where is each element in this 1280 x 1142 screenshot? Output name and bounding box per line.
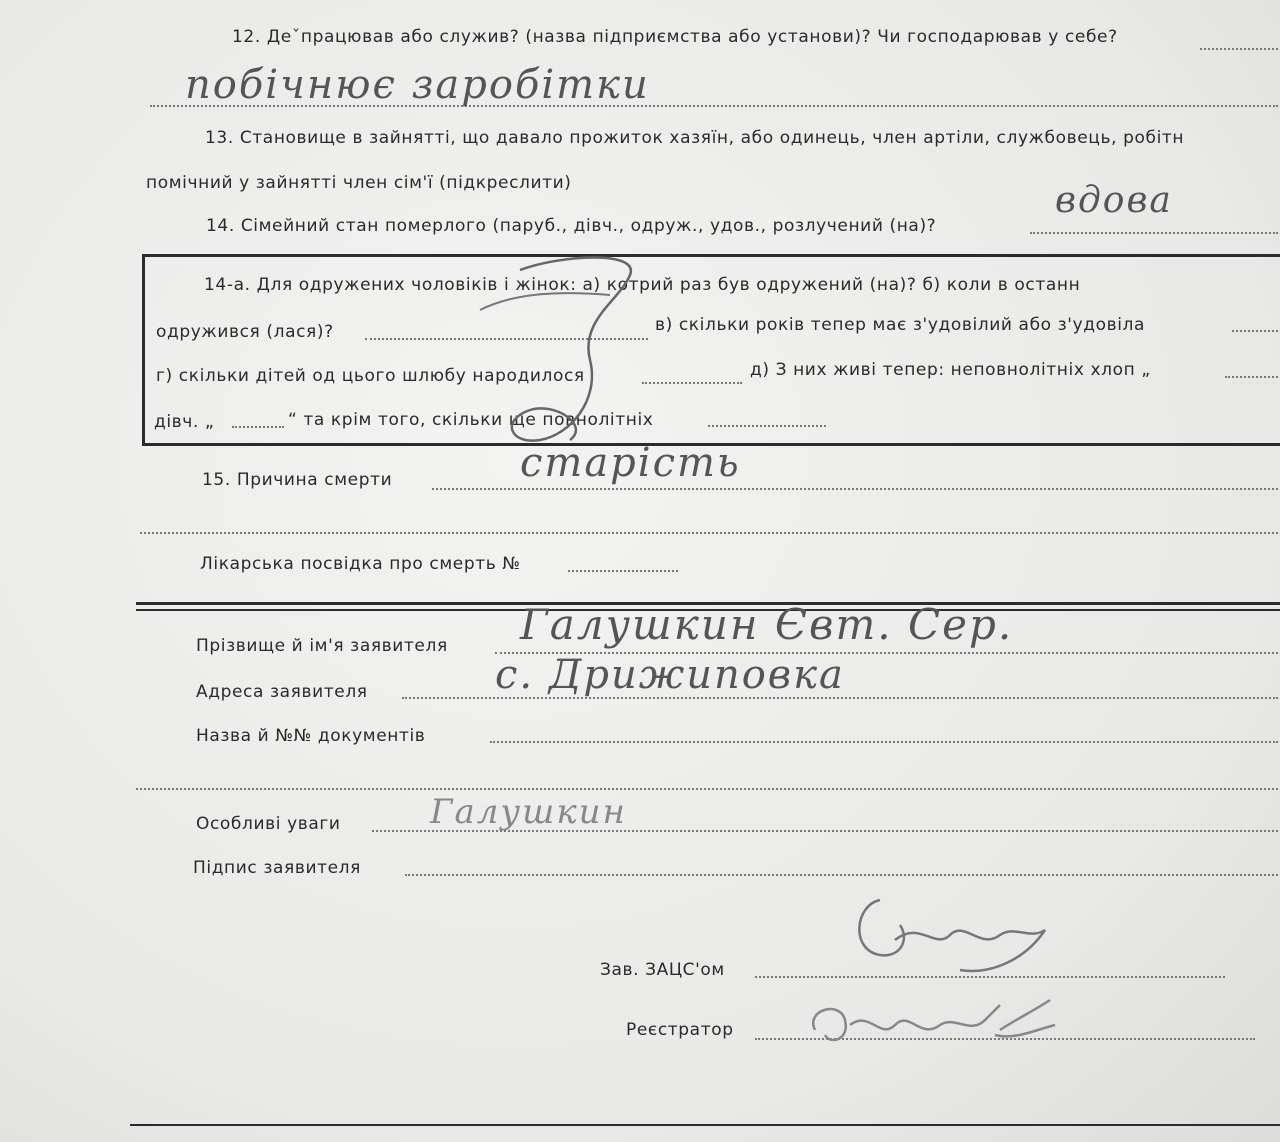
notes-label: Особливі уваги — [196, 814, 341, 834]
q14a-line2a: одружився (лася)? — [156, 322, 334, 342]
registrar-label: Реєстратор — [626, 1020, 734, 1040]
head-signature-icon — [840, 880, 1070, 990]
applicant-name-answer: Галушкин Євт. Сер. — [520, 600, 1014, 649]
q14a-line2b: в) скільки років тепер має з'удовілий або з'удовіла — [655, 315, 1146, 335]
q12-line-end — [1200, 48, 1278, 50]
signature-line[interactable] — [405, 874, 1278, 876]
documents-second-line[interactable] — [136, 788, 1278, 790]
applicant-address-label: Адреса заявителя — [196, 682, 368, 702]
q14-answer: вдова — [1055, 180, 1173, 221]
q14a-line3-end[interactable] — [1225, 376, 1278, 378]
q14a-line1: 14-а. Для одружених чоловіків і жінок: а) котрий раз був одружений (на)? б) коли в останн — [204, 275, 1081, 295]
q14a-girls-line[interactable] — [232, 426, 284, 428]
documents-label: Назва й №№ документів — [196, 726, 426, 746]
applicant-address-answer: с. Дрижиповка — [495, 652, 845, 698]
q14a-line3a: г) скільки дітей од цього шлюбу народилося — [156, 366, 585, 386]
q14-answer-line[interactable] — [1030, 232, 1278, 234]
q14a-adults-line[interactable] — [708, 425, 826, 427]
q15-answer: старість — [520, 440, 741, 486]
q14-label: 14. Сімейний стан померлого (паруб., дівч., одруж., удов., розлучений (на)? — [206, 216, 937, 236]
q14a-line4a: дівч. „ — [154, 412, 215, 432]
strike-mark-icon — [430, 250, 670, 450]
box-14a-top — [142, 254, 1280, 257]
med-cert-label: Лікарська посвідка про смерть № — [200, 554, 521, 574]
q14a-line4b: “ та крім того, скільки ще повнолітніх — [288, 410, 654, 430]
documents-line[interactable] — [490, 741, 1278, 743]
head-label: Зав. ЗАЦС'ом — [600, 960, 725, 980]
box-14a-left — [142, 254, 145, 446]
med-cert-number-line[interactable] — [568, 570, 678, 572]
q12-label: 12. Деˇпрацював або служив? (назва підприємства або установи)? Чи господарював у себе? — [232, 27, 1118, 47]
q12-answer: побічнює заробітки — [185, 62, 650, 108]
notes-answer: Галушкин — [430, 792, 627, 832]
q13-label-line1: 13. Становище в зайнятті, що давало прожиток хазяїн, або одинець, член артіли, службовець, робітн — [205, 128, 1185, 148]
q13-label-line2: помічний у зайнятті член сім'ї (підкреслити) — [146, 173, 572, 193]
signature-label: Підпис заявителя — [193, 858, 361, 878]
registrar-signature-icon — [800, 990, 1070, 1070]
q14a-line3b: д) З них живі тепер: неповнолітніх хлоп „ — [750, 360, 1151, 380]
q15-answer-line[interactable] — [432, 488, 1278, 490]
q15-second-line[interactable] — [140, 532, 1278, 534]
q14a-line2-end[interactable] — [1232, 330, 1278, 332]
applicant-name-label: Прізвище й ім'я заявителя — [196, 636, 448, 656]
page-bottom-rule — [130, 1124, 1280, 1126]
q15-label: 15. Причина смерти — [202, 470, 393, 490]
